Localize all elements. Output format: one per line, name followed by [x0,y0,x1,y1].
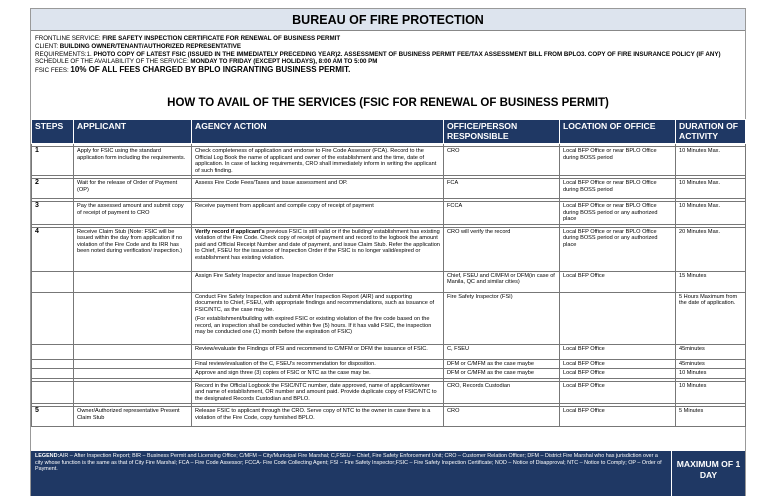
step-number [32,271,74,292]
action-note: (For establishment/building with expired FSIC or existing violation of the fire code based on the record, an inspection shall be conducted within five (5) hours. If it has valid FSIC, the inspection may be conducted one (1) month before the expiration of FSIC) [195,316,432,335]
schedule-value: MONDAY TO FRIDAY (EXCEPT HOLIDAYS), 8:00 AM TO 5:00 PM [190,58,378,66]
requirements-label: REQUIREMENTS:1. [35,50,94,58]
location-cell: Local BFP Office or near BPLO Office during BOSS period or any authorized place [560,202,676,225]
office-cell: C, FSEU [444,344,560,359]
frontline-value: FIRE SAFETY INSPECTION CERTIFICATE FOR RENEWAL OF BUSINESS PERMIT [102,35,341,42]
fees-label: FSIC FEES: [35,67,71,75]
col-header-office: OFFICE/PERSON RESPONSIBLE [444,120,560,144]
action-cell: Assign Fire Safety Inspector and issue Inspection Order [192,271,444,292]
location-cell: Local BFP Office or near BPLO Office during BOSS period [560,179,676,199]
action-cell [192,227,444,271]
step-number [32,369,74,379]
office-cell: FCCA [444,202,560,225]
fees-value: 10% OF ALL FEES CHARGED BY BPLO INGRANTING BUSINESS PERMIT. [70,65,351,75]
col-header-duration: DURATION OF ACTIVITY [676,120,746,144]
action-text: Conduct Fire Safety Inspection and submit After Inspection Report (AIR) and supporting documents to Chief, FSEU, with appropriate findings and recommendations, such as issuance of FSIC/NTC, as the case may be. [195,293,435,313]
applicant-cell [74,369,192,379]
location-cell: Local BFP Office [560,369,676,379]
page-title: BUREAU OF FIRE PROTECTION [31,9,745,31]
action-cell: Approve and sign three (3) copies of FSIC or NTC as the case may be. [192,369,444,379]
step-number [32,292,74,344]
fees-line [35,66,743,75]
office-cell: CRO [444,407,560,427]
location-cell: Local BFP Office [560,381,676,404]
applicant-cell [74,271,192,292]
duration-cell: 10 Minutes Max. [676,202,746,225]
duration-cell: 20 Minutes Max. [676,227,746,271]
table-row [32,179,746,199]
table-row [32,227,746,271]
location-cell [560,292,676,344]
process-table [31,119,746,427]
table-row [32,271,746,292]
table-row [32,344,746,359]
applicant-cell [74,381,192,404]
location-cell: Local BFP Office [560,407,676,427]
location-cell: Local BFP Office [560,359,676,369]
applicant-cell [74,344,192,359]
action-cell: Receive payment from applicant and compile copy of receipt of payment [192,202,444,225]
duration-cell: 10 Minutes [676,369,746,379]
step-number [32,359,74,369]
step-number: 3 [32,202,74,225]
legend-label: LEGEND: [35,453,60,459]
office-cell: Fire Safety Inspector (FSI) [444,292,560,344]
step-number: 1 [32,147,74,176]
duration-cell: 15 Minutes [676,271,746,292]
col-header-steps: STEPS [32,120,74,144]
location-cell: Local BFP Office or near BPLO Office during BOSS period [560,147,676,176]
action-cell: Record in the Official Logbook the FSIC/NTC number, date approved, name of applicant/owner and name of establishment, OR number and amount paid. Provide duplicate copy of FSIC/NTC to the designated Records Custodian and BPLO. [192,381,444,404]
location-cell: Local BFP Office or near BPLO Office during BOSS period or any authorized place [560,227,676,271]
section-subtitle: HOW TO AVAIL OF THE SERVICES (FSIC FOR RENEWAL OF BUSINESS PERMIT) [167,97,609,109]
step-number [32,344,74,359]
step-number: 2 [32,179,74,199]
office-cell: Chief, FSEU and C/MFM or DFM(in case of Manila, QC and similar cities) [444,271,560,292]
max-duration-badge: MAXIMUM OF 1 DAY [671,451,745,496]
step-number: 4 [32,227,74,271]
duration-cell: 10 Minutes Max. [676,179,746,199]
step-number: 5 [32,407,74,427]
frontline-label: FRONTLINE SERVICE: [35,35,103,42]
action-emphasis: Verify record if applicant's [195,228,265,235]
applicant-cell [74,292,192,344]
legend-footer [31,451,671,496]
duration-cell: 45minutes [676,359,746,369]
location-cell: Local BFP Office [560,271,676,292]
duration-cell: 45minutes [676,344,746,359]
applicant-cell: Receive Claim Stub (Note: FSIC will be issued within the day from application if no violation of the Fire Code and its IRR has been noted during verification/ inspection.) [74,227,192,271]
col-header-agency-action: AGENCY ACTION [192,120,444,144]
table-row [32,381,746,404]
duration-cell: 5 Hours Maximum from the date of application. [676,292,746,344]
applicant-cell: Apply for FSIC using the standard application form including the requirements. [74,147,192,176]
office-cell: CRO, Records Custodian [444,381,560,404]
duration-cell: 10 Minutes [676,381,746,404]
table-header-row [32,120,746,144]
table-row [32,202,746,225]
frontline-line [35,35,743,43]
action-cell: Check completeness of application and endorse to Fire Code Assessor (FCA). Record to the Official Log Book the name of applicant and owner of the establishment and the time, date of application. In case of lacking requirements, CRO shall immediately inform in writing the applicant of such finding. [192,147,444,176]
schedule-label: SCHEDULE OF THE AVAILABILITY OF THE SERVICE: [35,58,191,66]
action-text: previous FSIC is still valid or if the building/ establishment has existing violation of the Fire Code. Check copy of receipt of payment and record to the logbook the amount paid and Official Receipt Number and date of payment, and issue Claim Stub. Refer the application to Chief, FSEU for the issuance of Inspection Order if the FSIC is no longer valid/expired or establishment has existing violation. [195,228,440,261]
table-row [32,292,746,344]
requirements-value: PHOTO COPY OF LATEST FSIC (ISSUED IN THE IMMEDIATELY PRECEDING YEAR)2. ASSESSMENT OF BUSINESS PERMIT FEE/TAX ASSESSMENT BILL FROM BPLO3. COPY OF FIRE INSURANCE POLICY (IF ANY) [93,50,721,58]
duration-cell: 10 Minutes Max. [676,147,746,176]
action-cell: Review/evaluate the Findings of FSI and recommend to C/MFM or DFM the issuance of FSIC. [192,344,444,359]
office-cell: FCA [444,179,560,199]
col-header-location: LOCATION OF OFFICE [560,120,676,144]
requirements-line [35,51,743,59]
duration-cell: 5 Minutes [676,407,746,427]
service-info [35,35,743,75]
action-cell: Assess Fire Code Fees/Taxes and issue assessment and OP. [192,179,444,199]
client-value: BUILDING OWNER/TENANT/AUTHORIZED REPRESENTATIVE [59,42,242,50]
table-row [32,369,746,379]
action-cell: Final review/evaluation of the C, FSEU's recommendation for disposition. [192,359,444,369]
client-line [35,43,743,51]
action-cell [192,292,444,344]
fsic-process-sheet [30,8,746,496]
table-row [32,359,746,369]
step-number [32,381,74,404]
applicant-cell: Pay the assessed amount and submit copy of receipt of payment to CRO [74,202,192,225]
applicant-cell: Owner/Authorized representative Present Claim Stub [74,407,192,427]
action-cell: Release FSIC to applicant through the CRO. Serve copy of NTC to the owner in case there is a violation of the Fire Code, copy furnished BPLO. [192,407,444,427]
col-header-applicant: APPLICANT [74,120,192,144]
table-row [32,147,746,176]
table-row [32,407,746,427]
office-cell: CRO [444,147,560,176]
client-label: CLIENT: [35,42,60,50]
location-cell: Local BFP Office [560,344,676,359]
applicant-cell [74,359,192,369]
office-cell: DFM or C/MFM as the case maybe [444,369,560,379]
applicant-cell: Wait for the release of Order of Payment (OP) [74,179,192,199]
office-cell: DFM or C/MFM as the case maybe [444,359,560,369]
legend-text: AIR – After Inspection Report; BIR – Business Permit and Licensing Office; C/MFM – City/Municipal Fire Marshal; C,FSEU – Chief, Fire Safety Enforcement Unit; CRO – Customer Relation Officer; DFM – District Fire Marshal who has jurisdiction over a city whose function is the same as that of City Fire Marshal; FCA – Fire Code Assessor; FCCA- Fire Code Collecting Agent; FSI – Fire Safety Inspector;FSIC – Fire Safety Inspection Certificate; NOD – Notice of Disapproval; NTC – Notice to Comply; OP – Order of Payment. [35,453,662,473]
office-cell: CRO will verify the record [444,227,560,271]
